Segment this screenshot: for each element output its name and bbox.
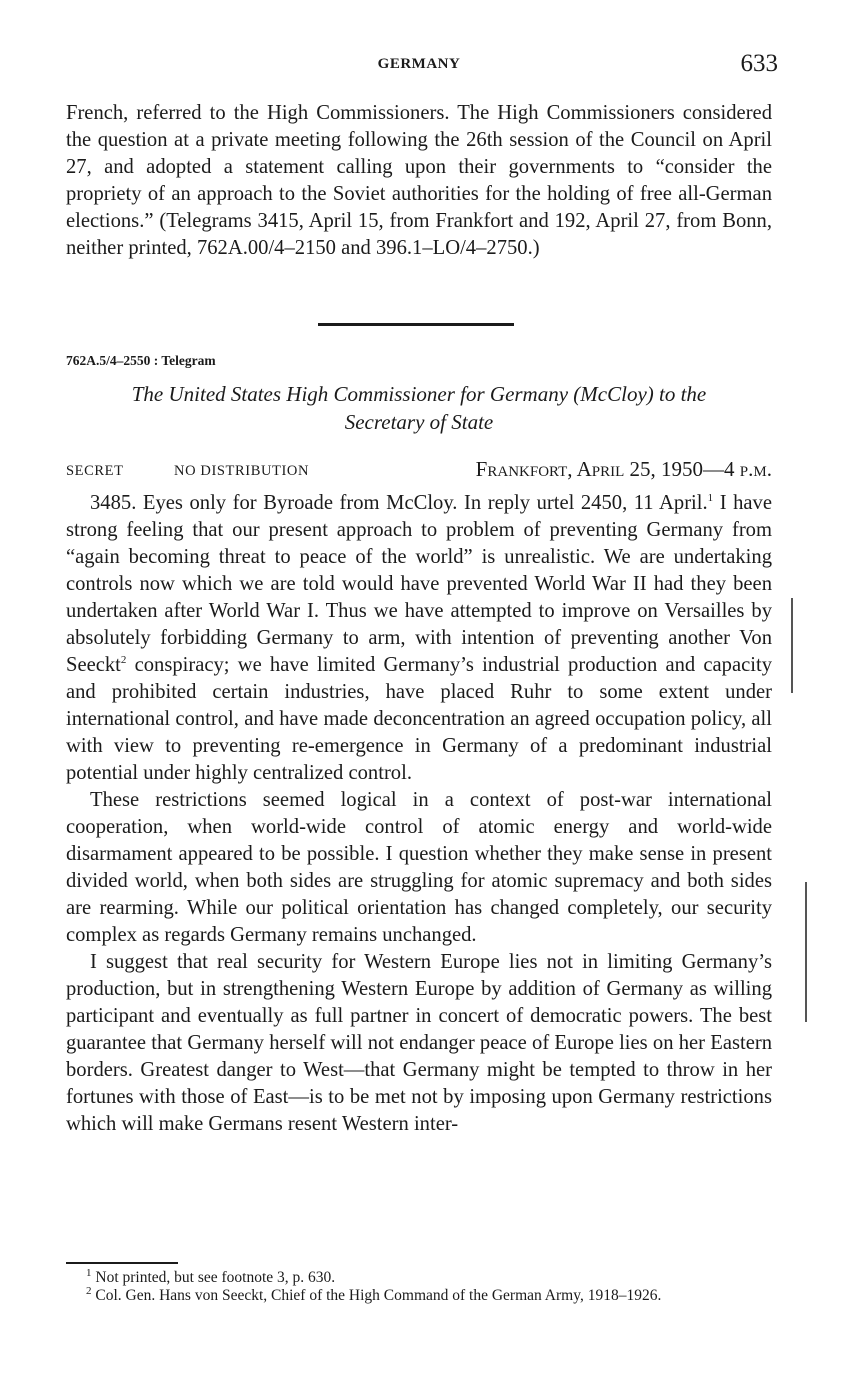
body-paragraph-1-part-a: 3485. Eyes only for Byroade from McCloy. In reply urtel 2450, 11 April. (90, 492, 708, 514)
telegram-body (66, 490, 772, 1138)
footnote-1-text: Not printed, but see footnote 3, p. 630. (95, 1269, 336, 1286)
footnotes (66, 1266, 772, 1305)
footnote-divider (66, 1262, 178, 1264)
margin-mark-2 (805, 882, 807, 1022)
date-time: , April 25, 1950—4 p.m. (567, 457, 772, 481)
body-paragraph-1-part-c: conspiracy; we have limited Germany’s industrial production and capacity and prohibited certain industries, have placed Ruhr to some extent under international control, and have made deconcentration an agreed occupation policy, all with view to preventing re-emergence in Germany of a predominant industrial potential under highly centralized control. (66, 654, 772, 784)
footnote-marker-2: 2 (120, 654, 127, 667)
document-title (66, 380, 772, 436)
footnote-2-marker: 2 (86, 1284, 92, 1297)
running-head: GERMANY (377, 56, 461, 72)
footnote-2-text: Col. Gen. Hans von Seeckt, Chief of the High Command of the German Army, 1918–1926. (95, 1287, 662, 1304)
body-paragraph-3: I suggest that real security for Western Europe lies not in limiting Germany’s production, but in strengthening Western Europe by addition of Germany as willing participant and eventually as full partner in concert of democratic powers. The best guarantee that Germany herself will not endanger peace of Europe lies on her Eastern borders. Greatest danger to West—that Germany might be tempted to throw in her fortunes with those of East—is to be met not by imposing upon Germany restrictions which will make Germans resent Western inter- (66, 951, 772, 1135)
footnote-1-marker: 1 (86, 1266, 92, 1279)
body-paragraph-2: These restrictions seemed logical in a context of post-war international cooperation, when world-wide control of atomic energy and world-wide disarmament appeared to be possible. I question whether they make sense in present divided world, when both sides are struggling for atomic supremacy and both sides are rearming. While our political orientation has changed completely, our security complex as regards Germany remains unchanged. (66, 789, 772, 946)
margin-mark-1 (791, 598, 793, 693)
page-header (66, 50, 778, 82)
footnote-2 (66, 1284, 772, 1305)
page-number: 633 (740, 50, 778, 77)
section-divider (318, 323, 514, 326)
file-reference: 762A.5/4–2550 : Telegram (66, 353, 216, 368)
intro-paragraph: French, referred to the High Commissioners. The High Commissioners considered the question at a private meeting following the 26th session of the Council on April 27, and adopted a statement calling upon their governments to “consider the propriety of an approach to the Soviet authorities for the holding of free all-German elections.” (Telegrams 3415, April 15, from Frankfort and 192, April 27, from Bonn, neither printed, 762A.00/4–2150 and 396.1–LO/4–2750.) (66, 102, 772, 259)
document-title-line-2: Secretary of State (344, 410, 494, 434)
footnote-1 (66, 1266, 772, 1287)
place-date (476, 457, 772, 482)
body-paragraph-1 (66, 490, 772, 787)
body-paragraph-1-part-b: I have strong feeling that our present approach to problem of preventing Germany from “again becoming threat to peace of the world” is unrealistic. We are undertaking controls now which we are told would have prevented World War II had they been undertaken after World War I. Thus we have attempted to improve on Versailles by absolutely forbidding Germany to arm, with intention of preventing another Von Seeckt (66, 492, 772, 676)
footnote-marker-1: 1 (707, 492, 714, 505)
place: Frankfort (475, 457, 568, 481)
classification: SECRET (66, 463, 124, 479)
distribution: NO DISTRIBUTION (174, 463, 310, 479)
document-title-line-1: The United States High Commissioner for Germany (McCloy) to the (131, 382, 707, 406)
dateline (66, 457, 772, 485)
